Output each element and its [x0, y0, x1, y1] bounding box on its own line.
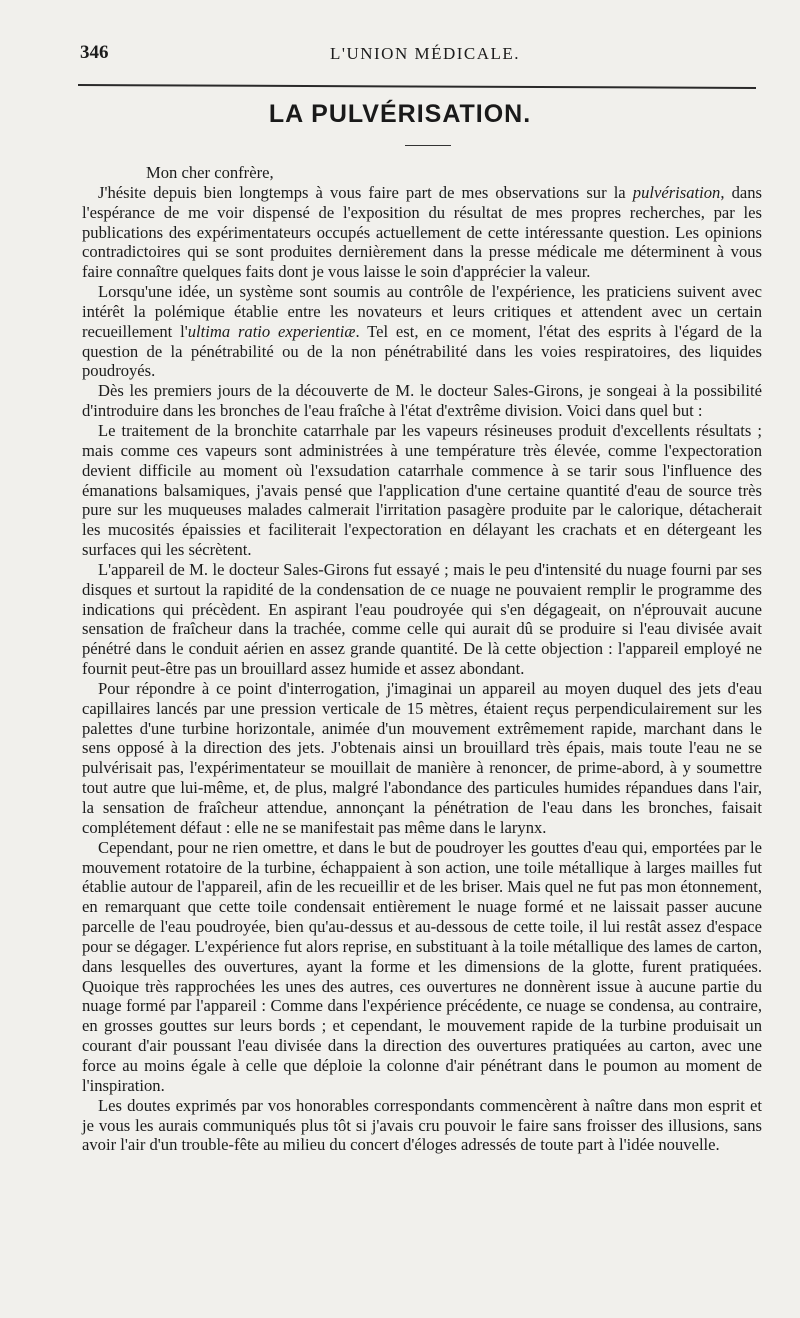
- text-run: Lorsqu'une idée, un système sont soumis au contrôle de l'expérience, les praticiens suivent avec intérêt la polémique établie entre les novateurs et leurs critiques et attendent avec un certain recueillement l': [82, 282, 762, 341]
- text-run: Le traitement de la bronchite catarrhale par les vapeurs résineuses produit d'excellents résultats ; mais comme ces vapeurs sont administrées à une température très élevée, comme l'expectoration devient difficile au moment où l'exsudation catarrhale commence à se tarir sous l'influence des émanations balsamiques, j'avais pensé que l'application d'une certaine quantité d'eau de source très pure sur les muqueuses malades calmerait l'irritation pasagère produite par le calorique, détacherait les mucosités épaissies et faciliterait l'expectoration en délayant les crachats et en détergeant les surfaces qui les sécrètent.: [82, 420, 762, 560]
- text-run: , dans l'espérance de me voir dispensé de l'exposition du résultat de mes propres recherches, par les publications des expérimentateurs occupés actuellement de cette intéressante question. Les opinions contradictoires qui se sont produites dernièrement dans la presse médicale me déterminent à vous faire connaître quelques faits dont je vous laisse le soin d'apprécier la valeur.: [82, 182, 762, 282]
- article-body: [82, 163, 762, 1155]
- paragraph: [82, 421, 762, 560]
- italic-term: pulvérisation: [632, 182, 721, 202]
- page-header: [0, 42, 800, 76]
- text-run: Pour répondre à ce point d'interrogation, j'imaginai un appareil au moyen duquel des jets d'eau capillaires lancés par une pression verticale de 15 mètres, étaient reçus perpendiculairement sur les palettes d'une turbine horizontale, animée d'un mouvement extrêmement rapide, marchant dans le sens opposé à la direction des jets. J'obtenais ainsi un brouillard très épais, mais toute l'eau ne se pulvérisait pas, l'expérimentateur se mouillait de manière à renoncer, de prime-abord, à y soumettre tout autre que lui-même, et, de plus, malgré l'abondance des particules humides répandues dans l'air, la sensation de fraîcheur attendue, annonçant la pénétration de l'eau dans les bronches, faisait complétement défaut : elle ne se manifestait pas même dans le larynx.: [82, 678, 762, 837]
- paragraph: [82, 679, 762, 838]
- paragraph: [82, 282, 762, 381]
- article-title: LA PULVÉRISATION.: [268, 100, 532, 128]
- text-run: L'appareil de M. le docteur Sales-Girons fut essayé ; mais le peu d'intensité du nuage fourni par ses disques et surtout la rapidité de la condensation de ce nuage ne pouvaient remplir le programme des indications qui précèdent. En aspirant l'eau poudroyée qui s'en dégageait, on n'éprouvait aucune sensation de fraîcheur dans la trachée, comme celle qui aurait dû se produire si l'eau divisée avait pénétré dans le conduit aérien en assez grande quantité. De là cette objection : l'appareil employé ne fournit peut-être pas un brouillard assez humide et assez abondant.: [82, 559, 762, 679]
- paragraph: [82, 183, 762, 282]
- salutation: Mon cher confrère,: [146, 163, 274, 182]
- text-run: J'hésite depuis bien longtemps à vous faire part de mes observations sur la: [98, 182, 633, 202]
- running-head: L'UNION MÉDICALE.: [330, 44, 521, 63]
- text-run: Les doutes exprimés par vos honorables correspondants commencèrent à naître dans mon esprit et je vous les aurais communiqués plus tôt si j'avais cru pouvoir le faire sans froisser des illusions, sans avoir l'air d'un trouble-fête au milieu du concert d'éloges adressés de toute part à l'idée nouvelle.: [82, 1095, 762, 1155]
- paragraph: [82, 838, 762, 1096]
- paragraph: [82, 560, 762, 679]
- text-run: Cependant, pour ne rien omettre, et dans le but de poudroyer les gouttes d'eau qui, emportées par le mouvement rotatoire de la turbine, échappaient à son action, une toile métallique à larges mailles fut établie autour de l'appareil, afin de les recueillir et de les briser. Mais quel ne fut pas mon étonnement, en remarquant que cette toile condensait entièrement le nuage formé et ne laissait passer aucune parcelle de l'eau poudroyée, bien qu'au-dessus et au-dessous de cette toile, il lui restât assez d'espace pour se dégager. L'expérience fut alors reprise, en substituant à la toile métallique des lames de carton, dans lesquelles des ouvertures, ayant la forme et les dimensions de la glotte, furent pratiquées. Quoique très rapprochées les unes des autres, ces ouvertures ne donnèrent issue à aucune partie du nuage formé par l'appareil : Comme dans l'expérience précédente, ce nuage se condensa, au contraire, en grosses gouttes sur leurs bords ; et cependant, le mouvement rapide de la turbine produisait un courant d'air poussant l'eau divisée dans la direction des ouvertures pratiquées au carton, avec une force au moins égale à celle que déploie la colonne d'air pénétrant dans le poumon au moment de l'inspiration.: [82, 837, 762, 1095]
- paragraph: [82, 1096, 762, 1156]
- text-run: Dès les premiers jours de la découverte de M. le docteur Sales-Girons, je songeai à la possibilité d'introduire dans les bronches de l'eau fraîche à l'état d'extrême division. Voici dans quel but :: [82, 381, 762, 421]
- text-run: . Tel est, en ce moment, l'état des esprits à l'égard de la question de la pénétrabilité ou de la non pénétrabilité dans les voies respiratoires, des liquides poudroyés.: [82, 321, 762, 381]
- header-rule: [78, 84, 756, 89]
- italic-term: ultima ratio experientiæ: [187, 321, 356, 341]
- title-rule: [405, 145, 451, 146]
- paragraph: [82, 381, 762, 421]
- page-number: 346: [80, 42, 109, 63]
